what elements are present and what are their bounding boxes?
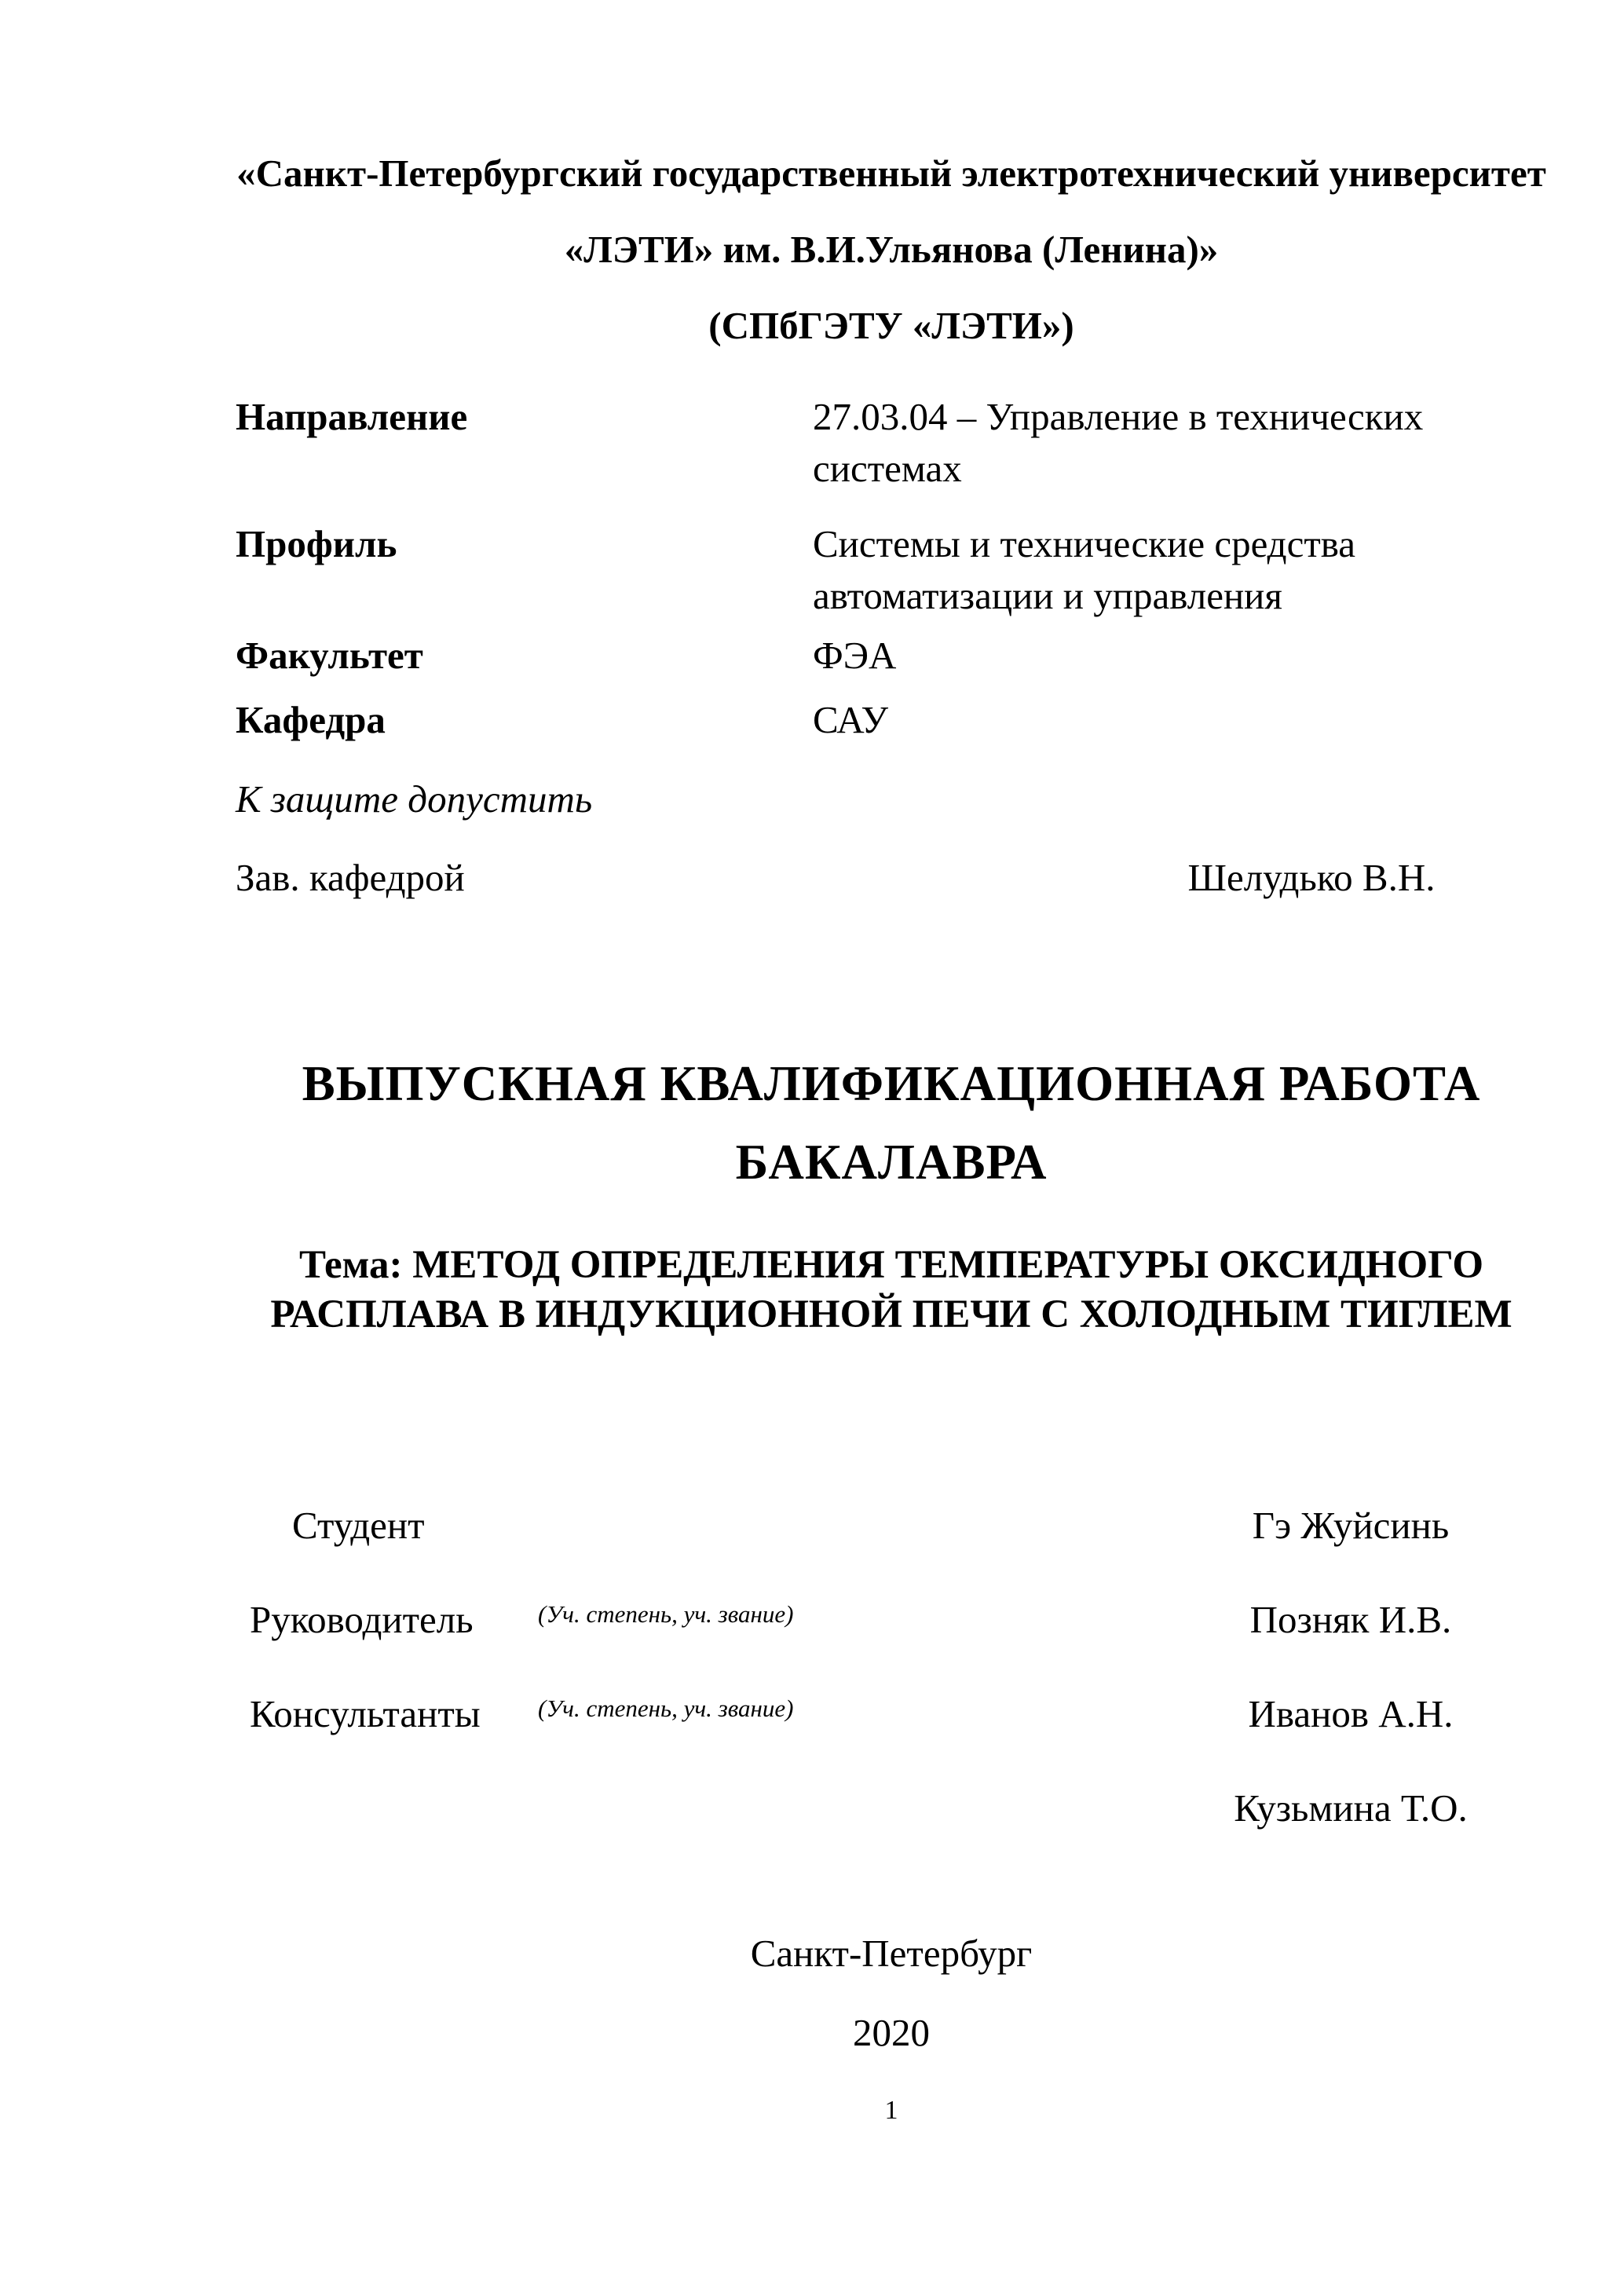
student-label: Студент <box>292 1504 425 1547</box>
direction-label: Направление <box>236 395 468 438</box>
supervisor-name: Позняк И.В. <box>1249 1598 1452 1641</box>
profile-value: Системы и технические средства автоматизации и управления <box>813 522 1356 617</box>
faculty-label: Факультет <box>236 634 423 677</box>
thesis-title-line-2: БАКАЛАВРА <box>735 1135 1048 1190</box>
page-number: 1 <box>884 2096 898 2125</box>
thesis-title-line-1: ВЫПУСКНАЯ КВАЛИФИКАЦИОННАЯ РАБОТА <box>302 1056 1481 1111</box>
signature-row-consultant-1 <box>236 1688 1547 1740</box>
consultant-2-name: Кузьмина Т.О. <box>1234 1786 1468 1830</box>
student-name: Гэ Жуйсинь <box>1252 1504 1450 1547</box>
direction-value: 27.03.04 – Управление в технических системах <box>813 395 1424 490</box>
info-row-profile <box>236 518 1547 622</box>
student-left <box>236 1500 425 1552</box>
profile-label: Профиль <box>236 522 397 565</box>
admission-statement: К защите допустить <box>236 777 593 821</box>
department-value: САУ <box>813 698 889 741</box>
info-row-direction <box>236 391 1547 495</box>
consultant-degree-note: (Уч. степень, уч. звание) <box>538 1695 794 1722</box>
thesis-topic-line-1: Тема: МЕТОД ОПРЕДЕЛЕНИЯ ТЕМПЕРАТУРЫ ОКСИДНОГО <box>298 1243 1484 1287</box>
university-abbreviation: (СПбГЭТУ «ЛЭТИ») <box>708 304 1074 347</box>
admission-section <box>236 773 1547 904</box>
department-head-label: Зав. кафедрой <box>236 856 465 899</box>
university-name-line-1: «Санкт-Петербургский государственный электротехнический университет <box>236 152 1546 195</box>
info-row-department <box>236 694 1547 746</box>
department-head-name: Шелудько В.Н. <box>1187 856 1436 899</box>
thesis-title <box>236 1044 1547 1201</box>
footer-year: 2020 <box>853 2011 930 2054</box>
signatures-section <box>236 1500 1547 1877</box>
faculty-value: ФЭА <box>813 634 897 677</box>
info-row-faculty <box>236 630 1547 682</box>
consultant-1-name: Иванов А.Н. <box>1248 1692 1454 1735</box>
university-header <box>236 135 1547 364</box>
signature-row-supervisor <box>236 1594 1547 1646</box>
footer-city: Санкт-Петербург <box>750 1932 1033 1975</box>
consultants-label: Консультанты <box>250 1692 481 1735</box>
department-head-row <box>236 852 1547 904</box>
program-info-table <box>236 391 1547 746</box>
thesis-topic-line-2: РАСПЛАВА В ИНДУКЦИОННОЙ ПЕЧИ С ХОЛОДНЫМ ТИГЛЕМ <box>270 1292 1512 1336</box>
supervisor-label: Руководитель <box>250 1598 474 1641</box>
consultant-left <box>236 1688 793 1740</box>
signature-row-consultant-2 <box>236 1782 1547 1834</box>
signature-row-student <box>236 1500 1547 1552</box>
university-name-line-2: «ЛЭТИ» им. В.И.Ульянова (Ленина)» <box>564 228 1219 271</box>
supervisor-left <box>236 1594 793 1646</box>
supervisor-degree-note: (Уч. степень, уч. звание) <box>538 1600 794 1628</box>
department-label: Кафедра <box>236 698 386 741</box>
thesis-topic <box>236 1241 1547 1340</box>
